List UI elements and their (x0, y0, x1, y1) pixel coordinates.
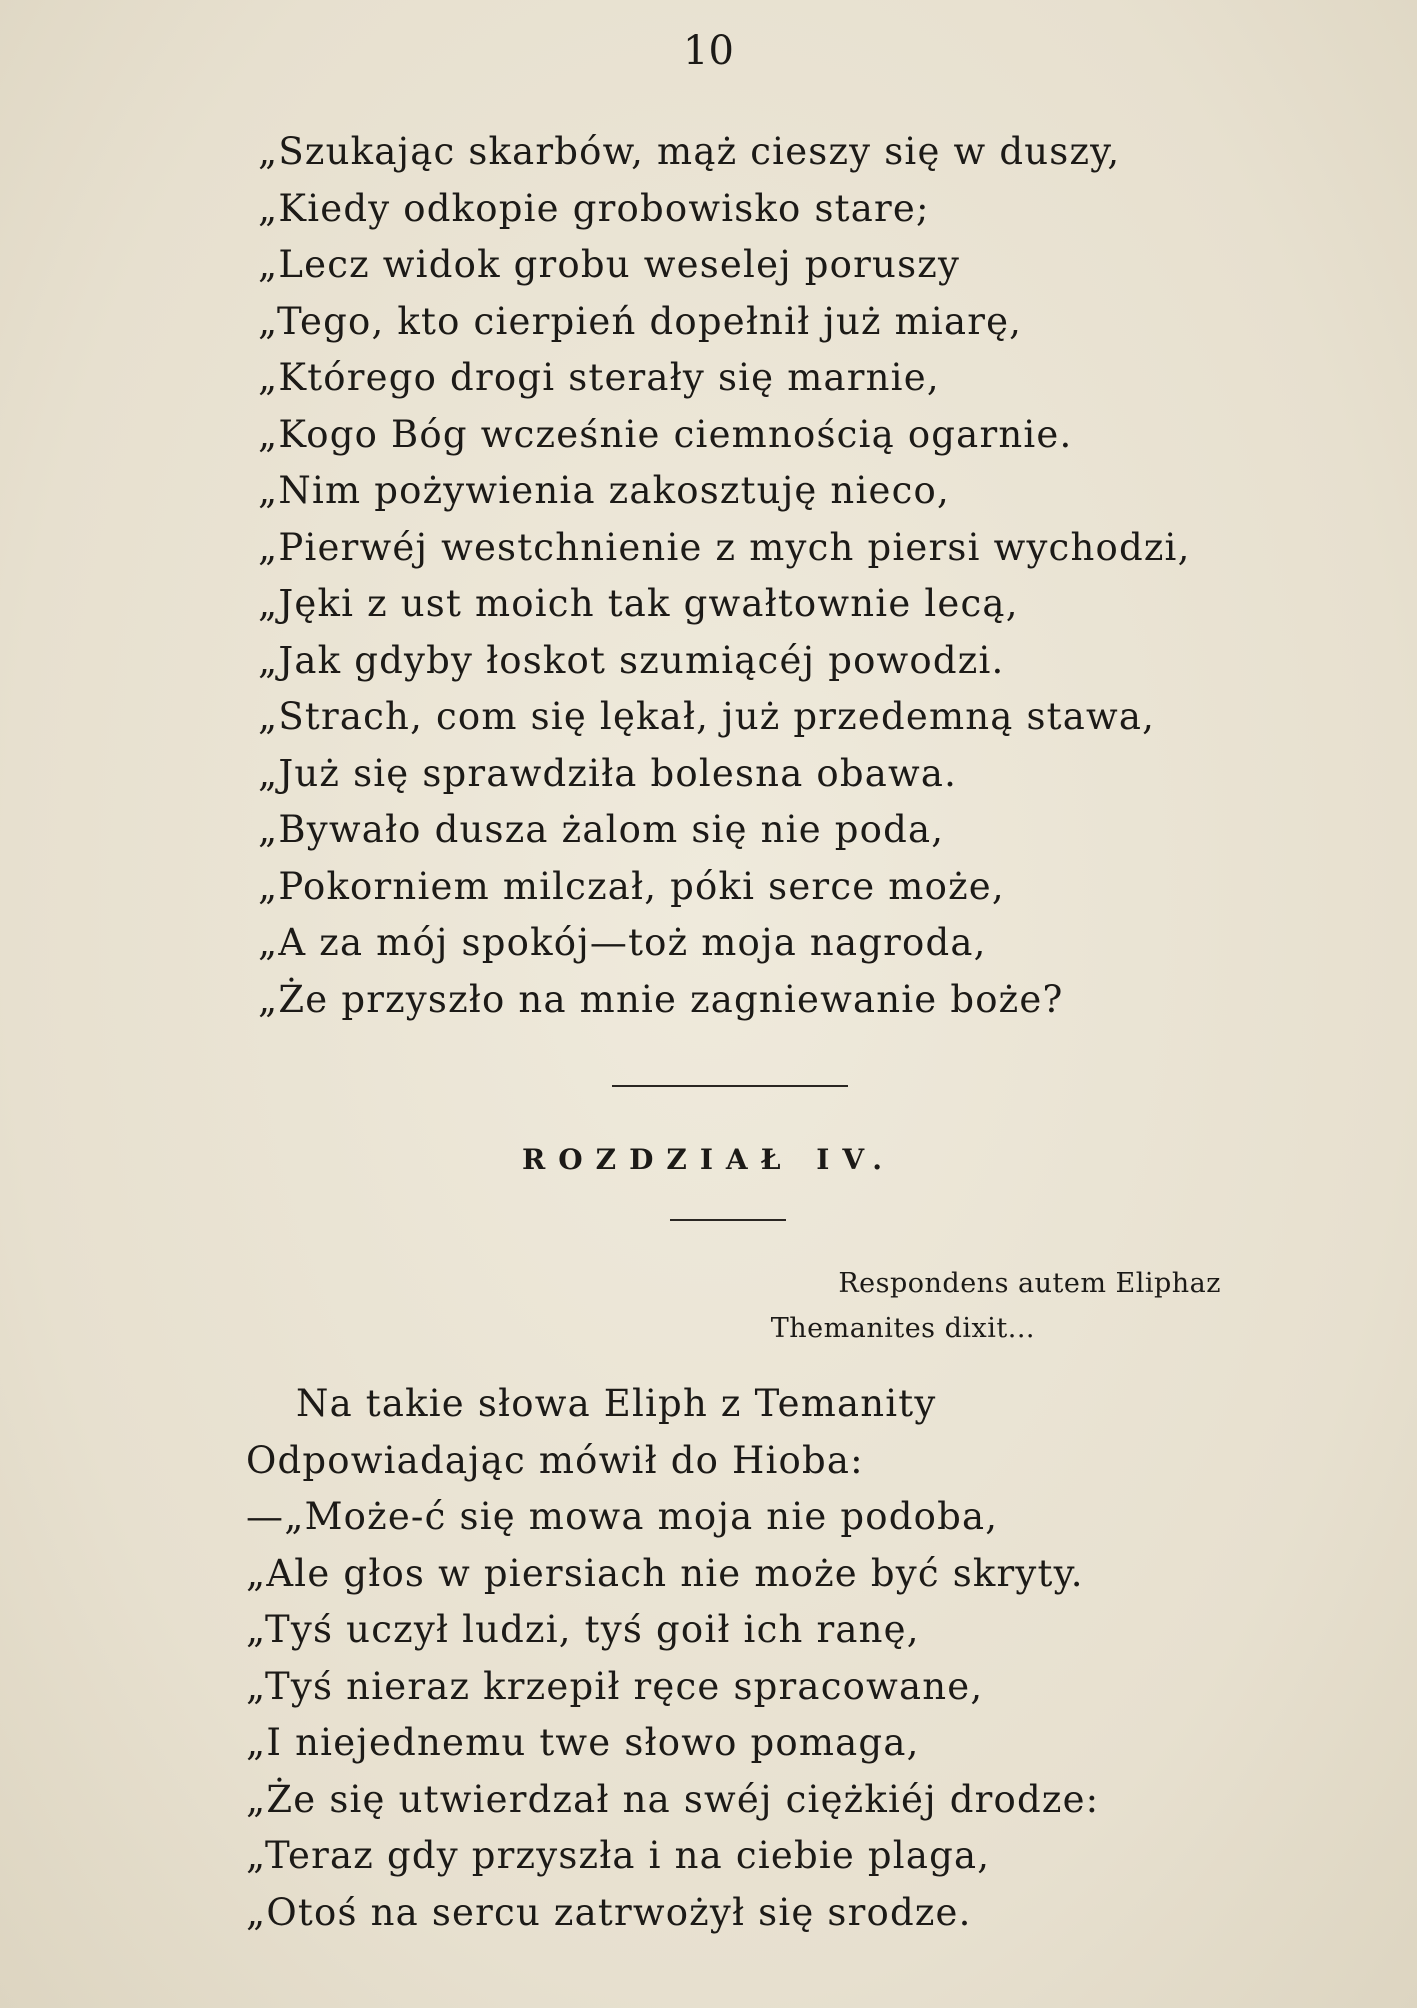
poem-stanza-top (258, 124, 1191, 1028)
verse-line: „Że przyszło na mnie zagniewanie boże? (258, 977, 1064, 1021)
verse-line: „Otoś na sercu zatrwożył się srodze. (246, 1890, 972, 1934)
verse-line: Na takie słowa Eliph z Temanity (296, 1382, 937, 1425)
verse-line: „Nim pożywienia zakosztuję nieco, (258, 469, 950, 512)
verse-line: „Bywało dusza żalom się nie poda, (258, 808, 945, 851)
poem-stanza-bottom (246, 1376, 1099, 1941)
chapter-heading: ROZDZIAŁ IV. (522, 1143, 895, 1176)
verse-line: —„Może-ć się mowa moja nie podoba, (246, 1495, 999, 1538)
verse-line: „Już się sprawdziła bolesna obawa. (258, 751, 958, 795)
epigraph-line: Themanites dixit... (770, 1313, 1035, 1344)
verse-line: „Tyś nieraz krzepił ręce spracowane, (246, 1664, 984, 1708)
epigraph (771, 1261, 1221, 1351)
verse-line: „Jak gdyby łoskot szumiącéj powodzi. (258, 638, 1005, 682)
chapter-underline (670, 1219, 786, 1221)
verse-line: Odpowiadając mówił do Hioba: (246, 1438, 864, 1482)
verse-line: „Ale głos w piersiach nie może być skryty. (246, 1551, 1084, 1595)
verse-line: „A za mój spokój—toż moja nagroda, (258, 921, 987, 964)
verse-line: „Kogo Bóg wcześnie ciemnością ogarnie. (258, 412, 1073, 456)
verse-line: „Tego, kto cierpień dopełnił już miarę, (258, 299, 1023, 343)
section-divider (612, 1085, 848, 1087)
verse-line: „Teraz gdy przyszła i na ciebie plaga, (246, 1834, 991, 1877)
verse-line: „Lecz widok grobu weselej poruszy (258, 243, 961, 286)
verse-line: „Tyś uczył ludzi, tyś goił ich ranę, (246, 1608, 920, 1651)
verse-line: „Jęki z ust moich tak gwałtownie lecą, (258, 582, 1019, 625)
verse-line: „Pokorniem milczał, póki serce może, (258, 864, 1005, 908)
verse-line: „I niejednemu twe słowo pomaga, (246, 1721, 920, 1764)
verse-line: „Strach, com się lękał, już przedemną stawa, (258, 695, 1156, 738)
verse-line: „Pierwéj westchnienie z mych piersi wychodzi, (258, 525, 1191, 569)
page-number: 10 (683, 28, 734, 74)
epigraph-line: Respondens autem Eliphaz (838, 1268, 1221, 1299)
verse-line: „Że się utwierdzał na swéj ciężkiéj drodze: (246, 1777, 1100, 1821)
verse-line: „Którego drogi sterały się marnie, (258, 356, 940, 399)
verse-line: „Kiedy odkopie grobowisko stare; (258, 186, 930, 230)
verse-line: „Szukając skarbów, mąż cieszy się w duszy, (258, 130, 1121, 173)
